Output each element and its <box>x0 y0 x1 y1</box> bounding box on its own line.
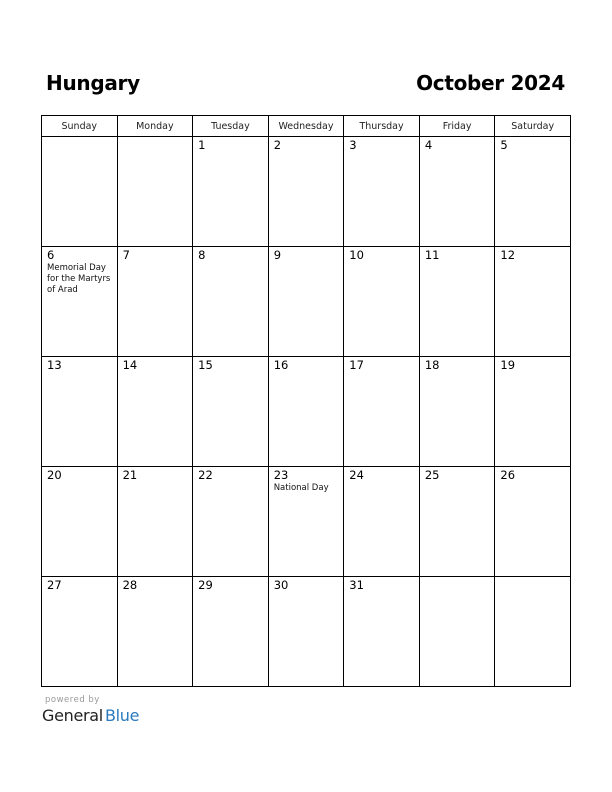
week-row <box>42 247 571 357</box>
day-number: 18 <box>424 358 440 372</box>
holiday-label: Memorial Day for the Martyrs of Arad <box>47 263 111 295</box>
day-number: 21 <box>122 468 138 482</box>
day-number: 29 <box>198 578 213 592</box>
day-cell <box>117 247 193 357</box>
day-cell <box>268 577 344 687</box>
day-cell <box>419 247 495 357</box>
day-number: 15 <box>198 358 213 372</box>
day-number: 11 <box>424 248 440 262</box>
week-row <box>42 577 571 687</box>
day-cell <box>117 137 193 247</box>
day-cell <box>344 467 420 577</box>
day-number: 4 <box>424 138 433 152</box>
day-number: 30 <box>273 578 289 592</box>
weekday-thursday: Thursday <box>344 116 420 137</box>
brand-general: General <box>42 706 103 725</box>
day-cell <box>42 357 118 467</box>
day-cell <box>193 577 269 687</box>
day-cell <box>495 577 571 687</box>
day-cell <box>268 247 344 357</box>
day-cell <box>495 247 571 357</box>
day-cell <box>344 247 420 357</box>
weekday-wednesday: Wednesday <box>268 116 344 137</box>
day-number: 31 <box>349 578 364 592</box>
day-cell <box>117 357 193 467</box>
day-cell <box>268 467 344 577</box>
day-number: 17 <box>349 358 364 372</box>
day-number: 26 <box>500 468 516 482</box>
day-number: 14 <box>122 358 138 372</box>
day-cell <box>344 357 420 467</box>
weekday-monday: Monday <box>117 116 193 137</box>
day-cell <box>268 137 344 247</box>
day-cell <box>268 357 344 467</box>
day-cell <box>193 247 269 357</box>
day-cell <box>419 137 495 247</box>
weekday-friday: Friday <box>419 116 495 137</box>
country-title: Hungary <box>46 71 140 95</box>
day-number: 9 <box>273 248 282 262</box>
day-cell <box>193 357 269 467</box>
weekday-saturday: Saturday <box>495 116 571 137</box>
day-cell <box>495 137 571 247</box>
weekday-sunday: Sunday <box>42 116 118 137</box>
day-cell <box>117 577 193 687</box>
day-number: 24 <box>349 468 364 482</box>
day-number: 8 <box>198 248 206 262</box>
day-number: 25 <box>424 468 440 482</box>
day-number: 7 <box>122 248 130 262</box>
day-number: 2 <box>273 138 282 152</box>
day-cell <box>419 577 495 687</box>
calendar-grid <box>41 115 571 687</box>
day-number: 20 <box>47 468 62 482</box>
day-number: 16 <box>273 358 289 372</box>
week-row <box>42 467 571 577</box>
week-row <box>42 137 571 247</box>
day-number: 12 <box>500 248 516 262</box>
day-number: 1 <box>198 138 206 152</box>
weekday-header-row <box>42 116 571 137</box>
day-cell <box>419 467 495 577</box>
footer-branding <box>42 695 139 725</box>
day-number: 3 <box>349 138 357 152</box>
day-number: 22 <box>198 468 213 482</box>
day-number: 27 <box>47 578 62 592</box>
holiday-label: National Day <box>273 483 329 493</box>
day-cell <box>42 467 118 577</box>
month-year-title: October 2024 <box>416 71 565 95</box>
day-number: 19 <box>500 358 516 372</box>
week-row <box>42 357 571 467</box>
day-cell <box>495 357 571 467</box>
day-number: 10 <box>349 248 364 262</box>
day-cell <box>42 137 118 247</box>
day-cell <box>193 467 269 577</box>
day-cell <box>419 357 495 467</box>
day-number: 23 <box>273 468 289 482</box>
weekday-tuesday: Tuesday <box>193 116 269 137</box>
day-cell <box>117 467 193 577</box>
day-cell <box>344 137 420 247</box>
day-cell <box>42 247 118 357</box>
day-number: 28 <box>122 578 138 592</box>
day-cell <box>193 137 269 247</box>
powered-by-label: powered by <box>45 695 100 705</box>
day-number: 5 <box>500 138 508 152</box>
brand-blue: Blue <box>104 706 140 725</box>
day-number: 13 <box>47 358 62 372</box>
generalblue-logo <box>42 707 139 725</box>
day-number: 6 <box>47 248 55 262</box>
day-cell <box>344 577 420 687</box>
day-cell <box>495 467 571 577</box>
day-cell <box>42 577 118 687</box>
